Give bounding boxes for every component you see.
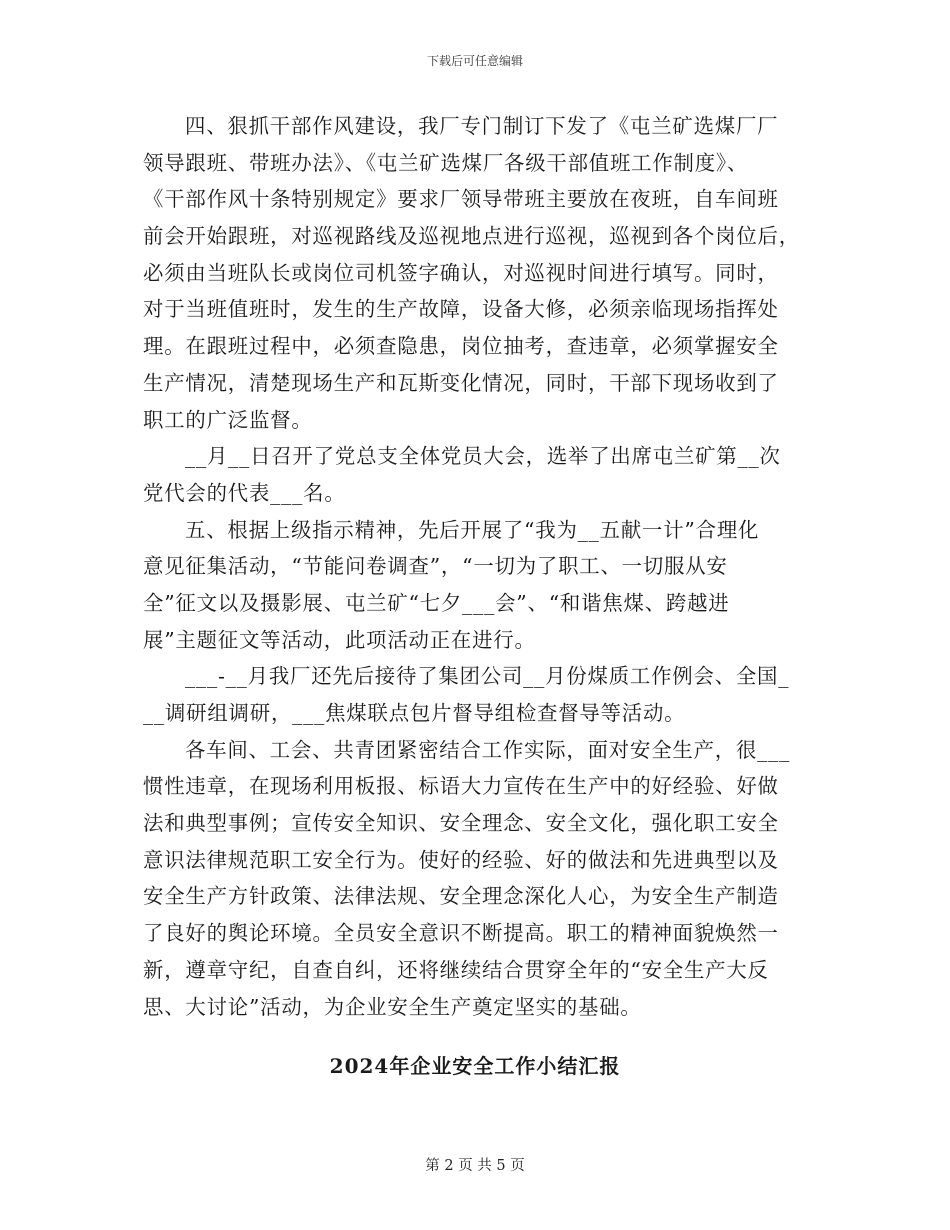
page-footer: 第 2 页 共 5 页	[425, 1158, 525, 1174]
text-line: 各车间、工会、共青团紧密结合工作实际，面对安全生产，很___	[185, 737, 791, 762]
text-line: 展”主题征文等活动，此项活动正在进行。	[143, 627, 536, 652]
text-line: 惯性违章，在现场利用板报、标语大力宣传在生产中的好经验、好做	[143, 774, 779, 799]
document-body	[143, 108, 803, 1025]
page-header: 下载后可任意编辑	[426, 54, 523, 68]
text-line: 法和典型事例；宣传安全知识、安全理念、安全文化，强化职工安全	[143, 811, 779, 836]
text-line: __月__日召开了党总支全体党员大会，选举了出席屯兰矿第__次	[185, 444, 781, 469]
text-line: 了良好的舆论环境。全员安全意识不断提高。职工的精神面貌焕然一	[143, 921, 779, 946]
paragraph	[143, 108, 803, 438]
text-line: ___-__月我厂还先后接待了集团公司__月份煤质工作例会、全国_	[185, 664, 790, 689]
text-line: 前会开始跟班，对巡视路线及巡视地点进行巡视，巡视到各个岗位后，	[143, 224, 800, 249]
text-line: 领导跟班、带班办法》、《屯兰矿选煤厂各级干部值班工作制度》、	[143, 150, 749, 175]
paragraph	[143, 438, 803, 511]
document-title: 2024年企业安全工作小结汇报	[329, 1054, 621, 1078]
text-line: 对于当班值班时，发生的生产故障，设备大修，必须亲临现场指挥处	[143, 297, 779, 322]
text-line: 生产情况，清楚现场生产和瓦斯变化情况，同时，干部下现场收到了	[143, 370, 779, 395]
text-line: __调研组调研，___焦煤联点包片督导组检查督导等活动。	[143, 701, 686, 725]
text-line: 《干部作风十条特别规定》要求厂领导带班主要放在夜班，自车间班	[143, 187, 779, 212]
text-line: 新，遵章守纪，自查自纠，还将继续结合贯穿全年的“安全生产大反	[143, 957, 769, 982]
text-line: 理。在跟班过程中，必须查隐患，岗位抽考，查违章，必须掌握安全	[143, 334, 779, 359]
text-line: 职工的广泛监督。	[143, 407, 313, 432]
text-line: 意识法律规范职工安全行为。使好的经验、好的做法和先进典型以及	[143, 847, 779, 872]
text-line: 四、狠抓干部作风建设，我厂专门制订下发了《屯兰矿选煤厂厂	[185, 114, 779, 138]
text-line: 思、大讨论”活动，为企业安全生产奠定坚实的基础。	[143, 994, 642, 1019]
text-line: 必须由当班队长或岗位司机签字确认，对巡视时间进行填写。同时，	[143, 260, 779, 285]
text-line: 五、根据上级指示精神，先后开展了“我为__五献一计”合理化	[185, 517, 760, 542]
paragraph	[143, 512, 803, 659]
text-line: 全”征文以及摄影展、屯兰矿“七夕___会”、“和谐焦煤、跨越进	[143, 590, 730, 615]
paragraph	[143, 732, 803, 1026]
text-line: 安全生产方针政策、法律法规、安全理念深化人心，为安全生产制造	[143, 884, 779, 909]
text-line: 意见征集活动，“节能问卷调查”，“一切为了职工、一切服从安	[143, 554, 728, 579]
text-line: 党代会的代表___名。	[143, 480, 346, 505]
paragraph	[143, 658, 803, 731]
